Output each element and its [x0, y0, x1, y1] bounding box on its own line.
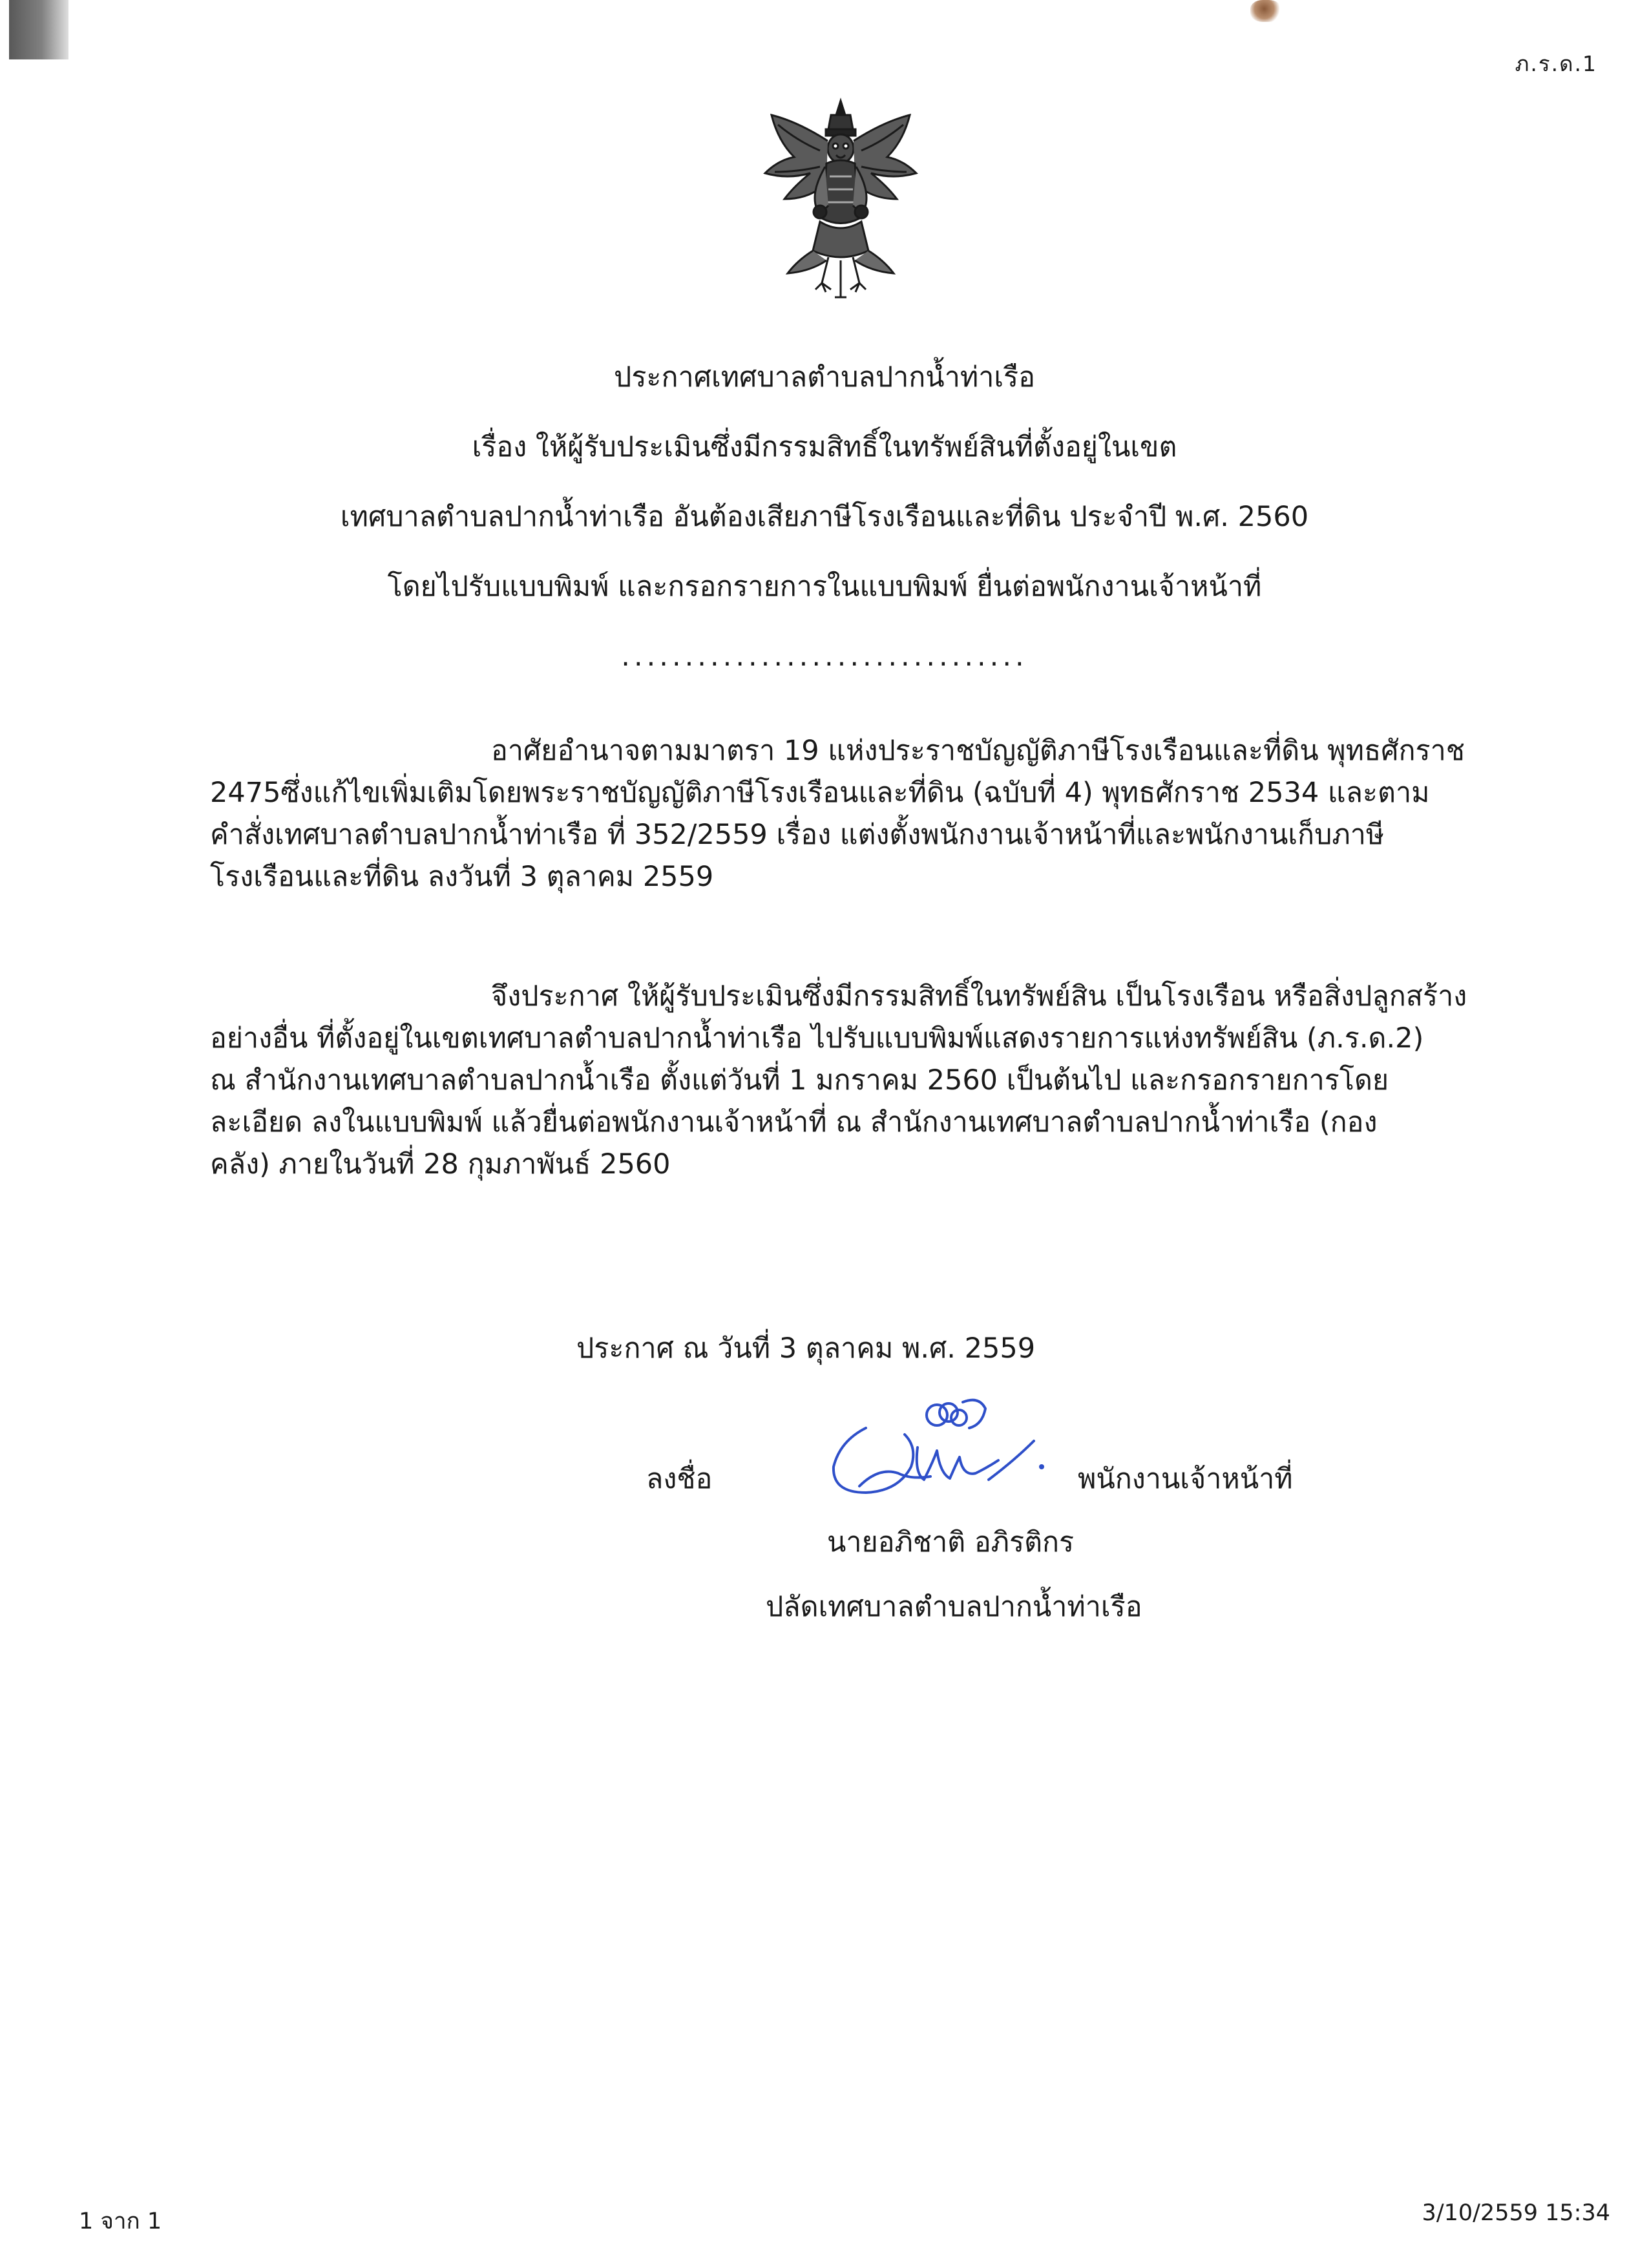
paragraph-line: โรงเรือนและที่ดิน ลงวันที่ 3 ตุลาคม 2559 — [210, 861, 714, 893]
paragraph-line: คลัง) ภายในวันที่ 28 กุมภาพันธ์ 2560 — [210, 1148, 671, 1181]
garuda-emblem-icon — [759, 96, 923, 301]
heading-title: ประกาศเทศบาลตำบลปากน้ำท่าเรือ — [614, 361, 1035, 394]
scan-speck — [1250, 0, 1281, 22]
form-code: ภ.ร.ด.1 — [1515, 51, 1597, 76]
body-paragraph-authority — [210, 730, 1593, 898]
signer-org-title: ปลัดเทศบาลตำบลปากน้ำท่าเรือ — [766, 1591, 1142, 1623]
heading-subject-cont: เทศบาลตำบลปากน้ำท่าเรือ อันต้องเสียภาษีโรงเรือนและที่ดิน ประจำปี พ.ศ. 2560 — [340, 501, 1309, 533]
paragraph-line: จึงประกาศ ให้ผู้รับประเมินซึ่งมีกรรมสิทธิ์ในทรัพย์สิน เป็นโรงเรือน หรือสิ่งปลูกสร้าง — [491, 980, 1467, 1013]
signer-position: พนักงานเจ้าหน้าที่ — [1078, 1463, 1293, 1495]
page-count: 1 จาก 1 — [79, 2209, 162, 2234]
heading-separator: ................................ — [621, 640, 1028, 673]
paragraph-line: 2475ซึ่งแก้ไขเพิ่มเติมโดยพระราชบัญญัติภาษีโรงเรือนและที่ดิน (ฉบับที่ 4) พุทธศักราช 2534 และตาม — [210, 777, 1430, 809]
print-timestamp: 3/10/2559 15:34 — [1422, 2200, 1610, 2226]
paragraph-line: อาศัยอำนาจตามมาตรา 19 แห่งประราชบัญญัติภาษีโรงเรือนและที่ดิน พุทธศักราช — [491, 735, 1465, 767]
sign-label: ลงชื่อ — [646, 1463, 713, 1495]
paragraph-line: ณ สำนักงานเทศบาลตำบลปากน้ำเรือ ตั้งแต่วันที่ 1 มกราคม 2560 เป็นต้นไป และกรอกรายการโดย — [210, 1064, 1389, 1097]
scan-edge-mark — [9, 0, 68, 59]
signer-name: นายอภิชาติ อภิรติกร — [827, 1526, 1075, 1559]
announcement-heading — [194, 342, 1455, 691]
announcement-date: ประกาศ ณ วันที่ 3 ตุลาคม พ.ศ. 2559 — [576, 1332, 1036, 1365]
paragraph-line: คำสั่งเทศบาลตำบลปากน้ำท่าเรือ ที่ 352/2559 เรื่อง แต่งตั้งพนักงานเจ้าหน้าที่และพนักงานเก็บภาษี — [210, 819, 1385, 851]
paragraph-line: อย่างอื่น ที่ตั้งอยู่ในเขตเทศบาลตำบลปากน้ำท่าเรือ ไปรับแบบพิมพ์แสดงรายการแห่งทรัพย์สิน (ภ.ร.ด.2) — [210, 1022, 1424, 1055]
body-paragraph-announcement — [210, 976, 1593, 1186]
handwritten-signature — [821, 1389, 1060, 1506]
heading-subject-cont: โดยไปรับแบบพิมพ์ และกรอกรายการในแบบพิมพ์ ยื่นต่อพนักงานเจ้าหน้าที่ — [387, 571, 1262, 603]
heading-subject: เรื่อง ให้ผู้รับประเมินซึ่งมีกรรมสิทธิ์ในทรัพย์สินที่ตั้งอยู่ในเขต — [472, 431, 1177, 463]
paragraph-line: ละเอียด ลงในแบบพิมพ์ แล้วยื่นต่อพนักงานเจ้าหน้าที่ ณ สำนักงานเทศบาลตำบลปากน้ำท่าเรือ (กอง — [210, 1106, 1378, 1139]
